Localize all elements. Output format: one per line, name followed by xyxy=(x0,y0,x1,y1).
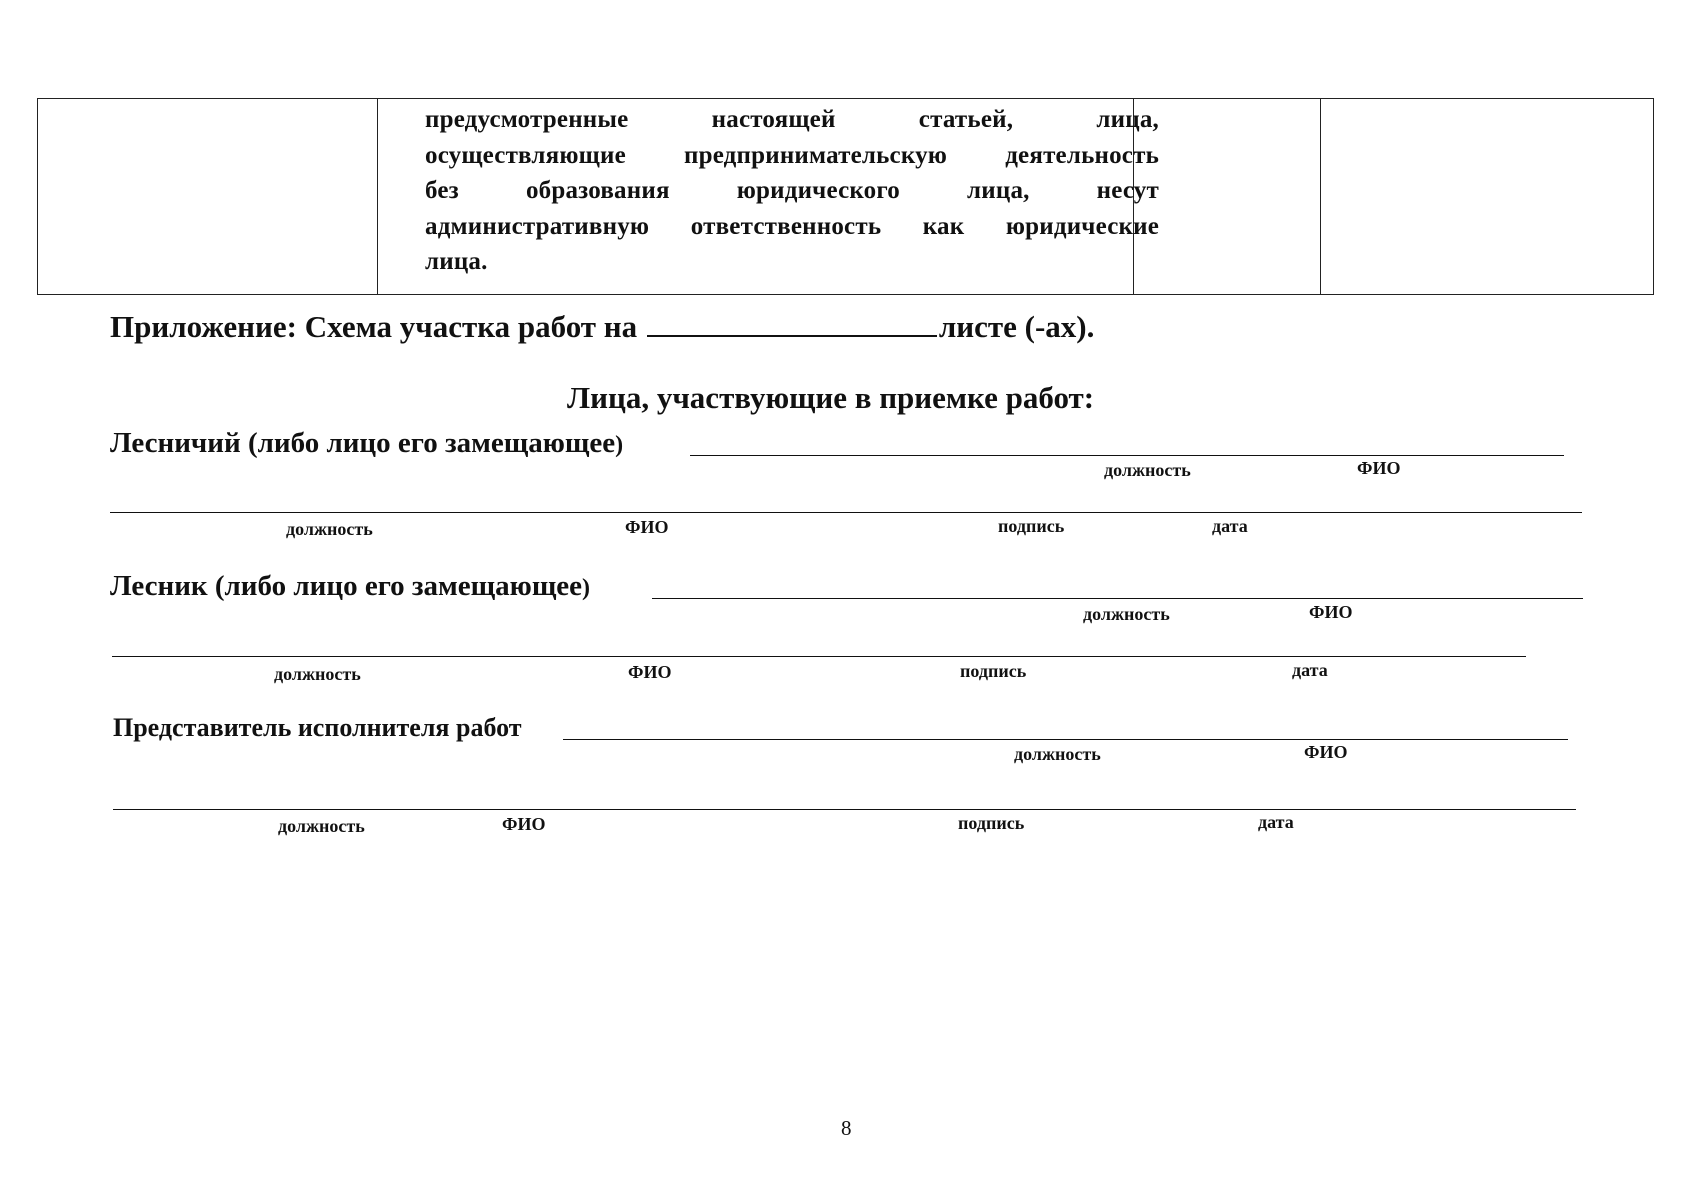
table-cell-line: лица. xyxy=(425,248,488,275)
appendix-sheet-count-field[interactable] xyxy=(647,307,937,337)
contractor-position-name-field[interactable] xyxy=(563,739,1568,740)
ranger-label-text: Лесник (либо лицо его замещающее xyxy=(110,570,583,602)
ranger-label-close: ) xyxy=(582,575,591,601)
appendix-suffix: листе (-ах). xyxy=(938,309,1095,344)
caption-date: дата xyxy=(1258,812,1294,832)
table-column-divider xyxy=(377,99,378,294)
table-cell-line: административную ответственность как юридические xyxy=(425,212,1159,240)
caption-name: ФИО xyxy=(628,662,672,682)
caption-name: ФИО xyxy=(502,814,546,834)
caption-name: ФИО xyxy=(625,517,669,537)
table-cell-line: предусмотренные настоящей статьей, лица, xyxy=(425,106,1159,133)
ranger-label xyxy=(110,570,590,603)
caption-date: дата xyxy=(1292,660,1328,680)
caption-signature: подпись xyxy=(960,661,1027,681)
appendix-line xyxy=(110,307,1094,345)
caption-position: должность xyxy=(1083,604,1170,624)
forester-signature-field[interactable] xyxy=(110,512,1582,513)
contractor-label: Представитель исполнителя работ xyxy=(113,713,522,742)
participants-heading: Лица, участвующие в приемке работ: xyxy=(567,380,1095,415)
caption-name: ФИО xyxy=(1304,742,1348,762)
table-cell-line: без образования юридического лица, несут xyxy=(425,177,1159,204)
caption-position: должность xyxy=(286,519,373,539)
caption-position: должность xyxy=(1014,744,1101,764)
table-cell-text xyxy=(425,102,1159,280)
caption-position: должность xyxy=(274,664,361,684)
caption-date: дата xyxy=(1212,516,1248,536)
caption-position: должность xyxy=(278,816,365,836)
caption-position: должность xyxy=(1104,460,1191,480)
forester-label-text: Лесничий (либо лицо его замещающее xyxy=(110,427,616,459)
caption-signature: подпись xyxy=(958,813,1025,833)
caption-name: ФИО xyxy=(1357,458,1401,478)
appendix-label: Приложение: Схема участка работ на xyxy=(110,309,638,344)
caption-name: ФИО xyxy=(1309,602,1353,622)
table-cell-line: осуществляющие предпринимательскую деятельность xyxy=(425,141,1159,169)
forester-position-name-field[interactable] xyxy=(690,455,1564,456)
forester-label xyxy=(110,427,623,460)
ranger-signature-field[interactable] xyxy=(112,656,1526,657)
table-column-divider xyxy=(1320,99,1321,294)
contractor-signature-field[interactable] xyxy=(113,809,1576,810)
caption-signature: подпись xyxy=(998,516,1065,536)
table-fragment xyxy=(37,98,1654,295)
page-number: 8 xyxy=(841,1116,852,1140)
ranger-position-name-field[interactable] xyxy=(652,598,1583,599)
forester-label-close: ) xyxy=(615,432,624,458)
